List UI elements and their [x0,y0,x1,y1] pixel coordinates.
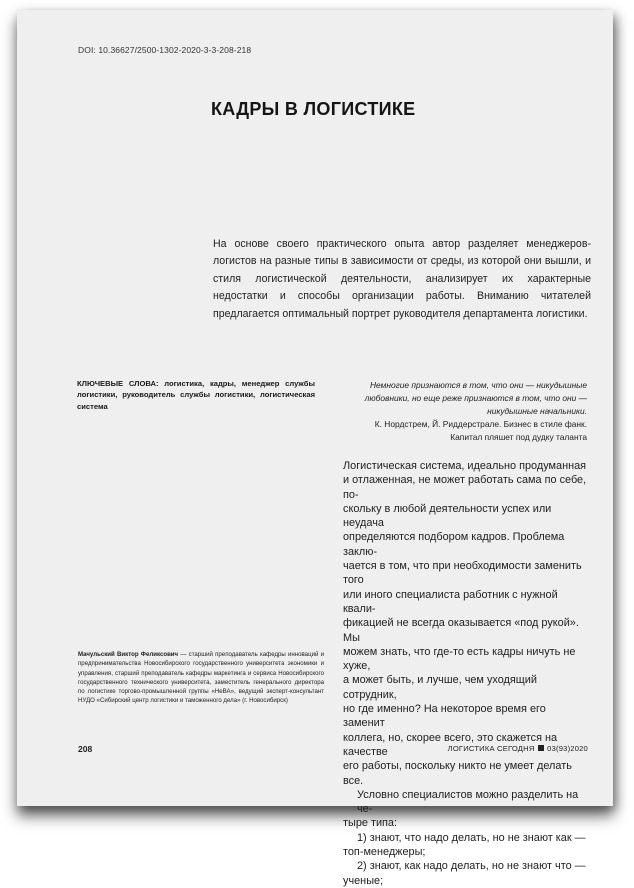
body-line: его работы, поскольку никто не умеет делать все. [343,760,572,787]
journal-page [17,10,613,887]
body-line: скольку в любой деятельности успех или неудача [343,502,552,530]
author-bio: — старший преподаватель кафедры инноваций и предпринимательства Новосибирского государственного университета экономики и управления, старший преподаватель кафедры маркетинга и сервиса Новосибирского государственного технического университета, заместитель генерального директора по логистике торгово-промышленной группы «НеВА», ведущий эксперт-консультант НУДО «Сибирский центр логистики и таможенного дела» (г. Новосибирск) [78,651,324,705]
body-line: ученые; [343,874,384,887]
body-line: но где именно? На некоторое время его заменит [343,703,546,730]
running-footer [448,744,588,753]
body-line: 1) знают, что надо делать, но не знают как — [357,831,586,844]
epigraph-quote-line: никудышные начальники. [487,406,587,417]
issue-number: 03(93)2020 [547,744,588,753]
epigraph-source-line: Капитал пляшет под дудку таланта [450,432,587,443]
body-line: чается в том, что при необходимости заменить того [343,560,582,587]
keywords-text: логистика, кадры, менеджер службы логистики, руководитель службы логистики, логистическая система [77,379,315,411]
epigraph [335,379,587,444]
epigraph-source-line: К. Нордстрем, Й. Риддерстрале. Бизнес в стиле фанк. [374,419,587,430]
epigraph-quote-line: любовники, но еще реже признаются в том, что они — [364,393,587,404]
journal-name: ЛОГИСТИКА СЕГОДНЯ [447,744,535,753]
article-abstract: На основе своего практического опыта автор разделяет менеджеров-логистов на разные типы в зависимости от среды, из которой они вышли, и стиля логистической деятельности, анализирует их характерные недостатки и способы организации работы. Вниманию читателей предлагается оптимальный портрет руководителя департамента логистики. [213,238,591,320]
body-line: а может быть, и лучше, чем уходящий сотрудник, [343,674,537,701]
epigraph-quote [335,379,587,418]
keywords-label: КЛЮЧЕВЫЕ СЛОВА: [77,379,159,388]
body-text [343,459,589,888]
body-line: коллега, но, скорее всего, это скажется на качестве [343,731,558,758]
body-line: топ-менеджеры; [343,846,426,859]
list-item-2 [343,859,589,888]
body-line: Логистическая система, идеально продуманная [343,460,587,472]
body-paragraph-1 [343,459,589,788]
page-number: 208 [78,744,93,754]
body-line: Условно специалистов можно разделить на че- [357,788,579,816]
author-name: Мачульский Виктор Феликсович [78,651,179,658]
list-item-1 [343,831,589,860]
epigraph-source [335,418,587,444]
body-line: или иного специалиста работник с нужной квали- [343,588,558,615]
body-paragraph-2 [343,788,589,831]
doi-line: DOI: 10.36627/2500-1302-2020-3-3-208-218 [78,45,252,55]
body-line: фикацией не всегда оказывается «под рукой». Мы [343,617,579,644]
article-title: КАДРЫ В ЛОГИСТИКЕ [211,99,416,119]
keywords-block [77,378,315,412]
square-separator-icon [538,745,544,751]
body-line: тыре типа: [343,817,398,830]
author-info [78,650,324,706]
body-line: определяются подбором кадров. Проблема заклю- [343,531,565,558]
body-line: и отлаженная, не может работать сама по себе, по- [343,474,587,501]
body-line: можем знать, что где-то есть кадры ничуть не хуже, [343,645,576,673]
body-line: 2) знают, как надо делать, но не знают что — [357,860,586,873]
epigraph-quote-line: Немногие признаются в том, что они — никудышные [369,380,587,390]
